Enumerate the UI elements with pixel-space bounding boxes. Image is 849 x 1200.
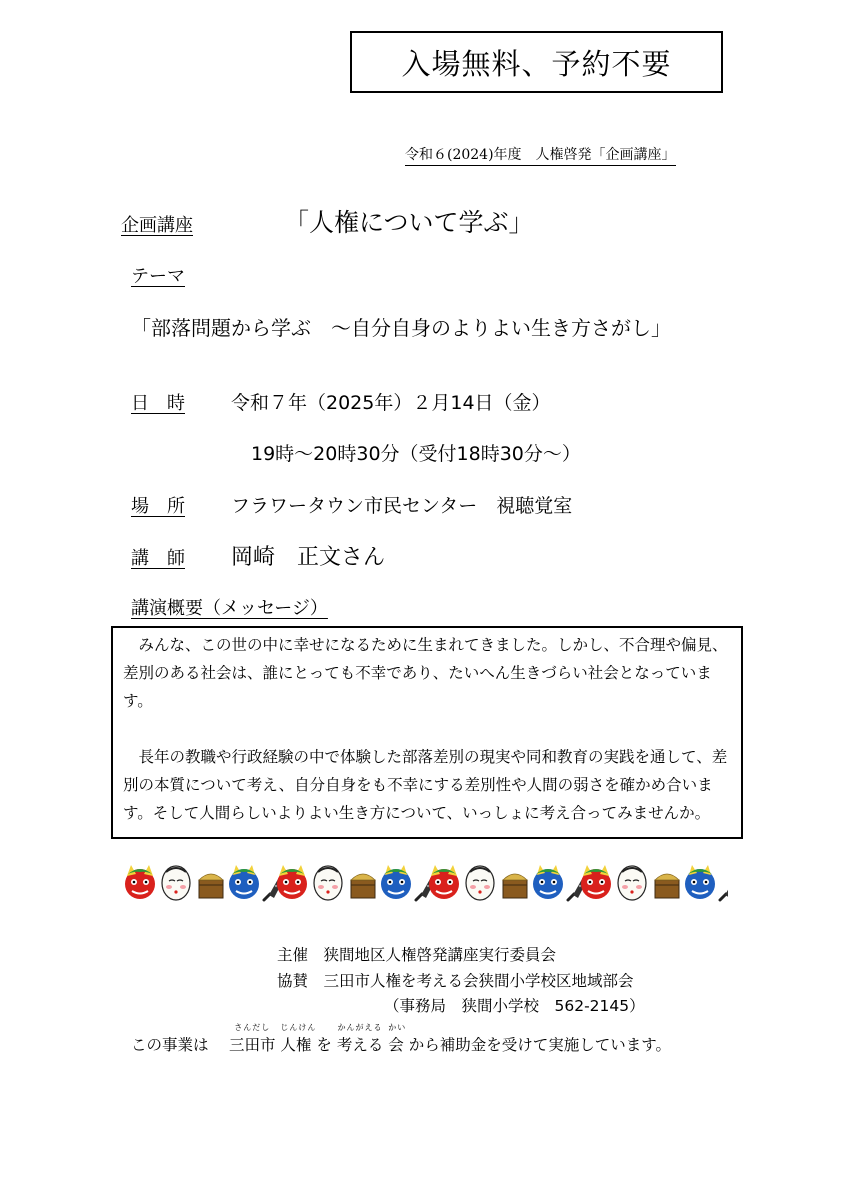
ruby-base: 人権	[280, 1036, 312, 1054]
datetime-label: 日 時	[131, 393, 185, 414]
ruby-text: さんだし	[234, 1023, 271, 1032]
blue-oni-icon	[229, 865, 259, 899]
ruby-kai	[388, 1023, 407, 1055]
summary-label: 講演概要（メッセージ）	[131, 598, 328, 619]
subsidy-particle: を	[316, 1036, 332, 1054]
fiscal-year-label: 令和６(2024)年度 人権啓発「企画講座」	[405, 144, 676, 166]
ruby-sandashi	[228, 1023, 276, 1055]
subsidy-note	[131, 1023, 671, 1055]
subsidy-post: から補助金を受けて実施しています。	[408, 1036, 671, 1054]
red-oni-icon	[125, 865, 155, 899]
event-date: 令和７年（2025年）２月14日（金）	[231, 392, 551, 414]
admission-badge	[350, 31, 723, 93]
setsubun-decoration	[122, 862, 728, 904]
theme-label: テーマ	[131, 266, 185, 287]
lecturer-label: 講 師	[131, 548, 185, 569]
host-line: 主催 狭間地区人権啓発講座実行委員会	[277, 946, 557, 964]
lecturer-name: 岡崎 正文さん	[231, 545, 386, 570]
sponsor-line: 協賛 三田市人権を考える会狭間小学校区地域部会	[277, 972, 634, 990]
okame-mask-icon	[162, 866, 190, 900]
ruby-text: かんがえる	[337, 1023, 383, 1032]
ruby-text: かい	[388, 1023, 407, 1032]
bean-box-icon	[199, 874, 223, 898]
ruby-base: 会	[388, 1036, 404, 1054]
theme-value: 「部落問題から学ぶ ～自分自身のよりよい生き方さがし」	[131, 316, 671, 340]
event-time: 19時～20時30分（受付18時30分～）	[251, 443, 581, 465]
place-label: 場 所	[131, 496, 185, 517]
course-title: 「人権について学ぶ」	[284, 208, 534, 237]
ruby-kangaeru	[336, 1023, 384, 1055]
ruby-base: 考える	[336, 1036, 384, 1054]
subsidy-pre: この事業は	[131, 1036, 225, 1054]
ruby-base: 三田市	[228, 1036, 276, 1054]
message-box	[111, 626, 743, 839]
message-paragraph: みんな、この世の中に幸せになるために生まれてきました。しかし、不合理や偏見、差別のある社会は、誰にとっても不幸であり、たいへん生きづらい社会となっています。	[123, 636, 728, 710]
admission-text: 入場無料、予約不要	[401, 46, 672, 81]
message-paragraph: 長年の教職や行政経験の中で体験した部落差別の現実や同和教育の実践を通して、差別の本質について考え、自分自身をも不幸にする差別性や人間の弱さを確かめ合います。そして人間らしいよりよい生き方について、いっしょに考え合ってみませんか。	[123, 748, 728, 822]
ruby-jinken	[280, 1023, 317, 1055]
office-line: （事務局 狭間小学校 562-2145）	[384, 997, 645, 1015]
course-label: 企画講座	[121, 215, 193, 236]
place-value: フラワータウン市民センター 視聴覚室	[231, 495, 573, 517]
ruby-text: じんけん	[280, 1023, 317, 1032]
